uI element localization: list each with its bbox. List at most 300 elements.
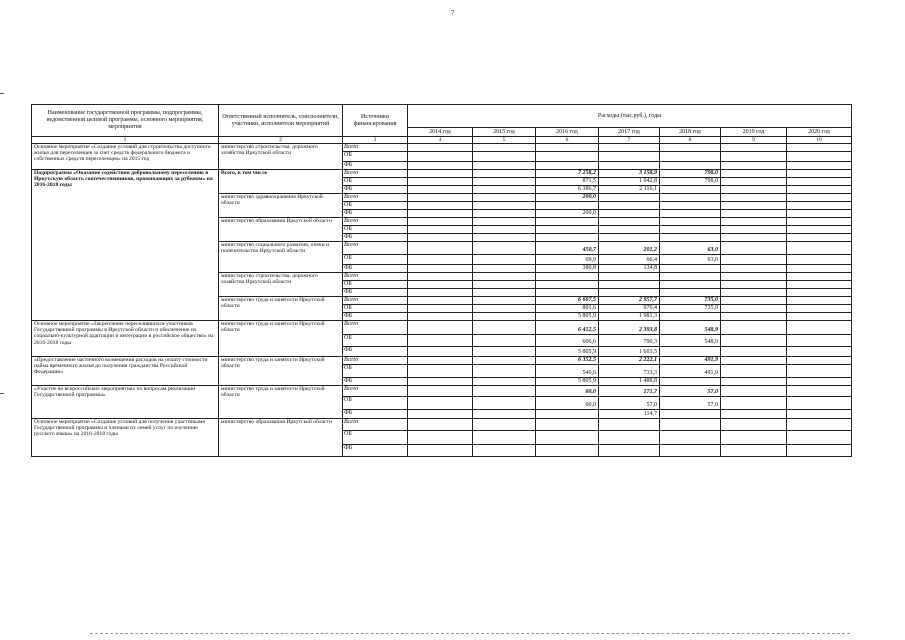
row-name: Основное мероприятие «Создание условий для получения участниками Государственной программы и членами их семей услуг по изучению русского языка» на 2016-2018 годы xyxy=(32,419,219,457)
value-2016 xyxy=(536,281,599,289)
value-2019 xyxy=(721,178,787,186)
row-source: ОБ xyxy=(343,178,408,186)
row-source: Всего xyxy=(343,194,408,202)
row-source: ФБ xyxy=(343,210,408,218)
value-2019 xyxy=(721,144,787,152)
row-source: ФБ xyxy=(343,234,408,242)
value-2014 xyxy=(408,397,473,410)
value-2017: 2 222,1 xyxy=(599,357,660,365)
value-2018 xyxy=(660,273,721,281)
value-2015 xyxy=(473,313,536,321)
header-year: 2016 год xyxy=(536,128,599,137)
value-2020 xyxy=(787,202,852,210)
row-source: ОБ xyxy=(343,202,408,210)
header-year: 2018 год xyxy=(660,128,721,137)
column-index: 5 xyxy=(473,137,536,144)
value-2015 xyxy=(473,321,536,335)
value-2016: 546,6 xyxy=(536,365,599,378)
value-2019 xyxy=(721,170,787,178)
value-2016 xyxy=(536,144,599,152)
value-2017 xyxy=(599,234,660,242)
header-year: 2015 год xyxy=(473,128,536,137)
table-row xyxy=(32,170,852,178)
table-row xyxy=(32,357,852,365)
value-2015 xyxy=(473,186,536,194)
row-source: ФБ xyxy=(343,162,408,170)
value-2014 xyxy=(408,335,473,347)
value-2015 xyxy=(473,144,536,152)
value-2017 xyxy=(599,218,660,226)
value-2018 xyxy=(660,210,721,218)
value-2016: 6 412,5 xyxy=(536,321,599,335)
value-2019 xyxy=(721,335,787,347)
value-2017 xyxy=(599,162,660,170)
value-2019 xyxy=(721,218,787,226)
header-year: 2014 год xyxy=(408,128,473,137)
value-2015 xyxy=(473,347,536,357)
value-2019 xyxy=(721,357,787,365)
row-name: «Участие во всероссийских мероприятиях по вопросам реализации Государственной программы» xyxy=(32,386,219,419)
value-2018: 548,9 xyxy=(660,335,721,347)
value-2018: 63,0 xyxy=(660,242,721,255)
value-2015 xyxy=(473,202,536,210)
value-2020 xyxy=(787,347,852,357)
value-2019 xyxy=(721,186,787,194)
value-2020 xyxy=(787,144,852,152)
value-2020 xyxy=(787,210,852,218)
value-2014 xyxy=(408,162,473,170)
value-2015 xyxy=(473,226,536,234)
value-2018 xyxy=(660,431,721,445)
value-2018 xyxy=(660,378,721,386)
value-2019 xyxy=(721,234,787,242)
column-index: 6 xyxy=(536,137,599,144)
row-source: ОБ xyxy=(343,365,408,378)
value-2019 xyxy=(721,431,787,445)
value-2020 xyxy=(787,273,852,281)
value-2014 xyxy=(408,378,473,386)
table-row xyxy=(32,419,852,431)
value-2016: 5 805,9 xyxy=(536,313,599,321)
value-2017: 2 116,1 xyxy=(599,186,660,194)
value-2015 xyxy=(473,218,536,226)
value-2014 xyxy=(408,152,473,162)
value-2015 xyxy=(473,397,536,410)
value-2014 xyxy=(408,202,473,210)
value-2015 xyxy=(473,445,536,457)
value-2014 xyxy=(408,226,473,234)
value-2016 xyxy=(536,431,599,445)
value-2020 xyxy=(787,194,852,202)
column-index: 4 xyxy=(408,137,473,144)
value-2014 xyxy=(408,255,473,265)
value-2014 xyxy=(408,365,473,378)
value-2018: 57,0 xyxy=(660,386,721,397)
value-2020 xyxy=(787,186,852,194)
value-2020 xyxy=(787,281,852,289)
value-2017: 1 981,3 xyxy=(599,313,660,321)
value-2020 xyxy=(787,152,852,162)
value-2015 xyxy=(473,335,536,347)
value-2017 xyxy=(599,226,660,234)
row-source: ОБ xyxy=(343,255,408,265)
header-executor: Ответственный исполнитель, соисполнители, участники, исполнители мероприятий xyxy=(219,105,343,137)
value-2019 xyxy=(721,265,787,273)
value-2014 xyxy=(408,347,473,357)
value-2019 xyxy=(721,255,787,265)
value-2019 xyxy=(721,445,787,457)
row-executor: министерство образования Иркутской области xyxy=(219,419,343,457)
value-2016: 200,0 xyxy=(536,210,599,218)
value-2018: 798,0 xyxy=(660,170,721,178)
row-source: ФБ xyxy=(343,410,408,419)
value-2019 xyxy=(721,152,787,162)
value-2014 xyxy=(408,386,473,397)
row-source: ФБ xyxy=(343,347,408,357)
value-2020 xyxy=(787,218,852,226)
row-executor: министерство труда и занятости Иркутской области xyxy=(219,357,343,386)
value-2014 xyxy=(408,210,473,218)
value-2020 xyxy=(787,365,852,378)
value-2018 xyxy=(660,281,721,289)
value-2019 xyxy=(721,386,787,397)
value-2017: 790,3 xyxy=(599,335,660,347)
margin-mark xyxy=(0,93,4,94)
value-2019 xyxy=(721,410,787,419)
value-2018 xyxy=(660,202,721,210)
value-2017 xyxy=(599,194,660,202)
header-source: Источники финансирования xyxy=(343,105,408,137)
value-2019 xyxy=(721,419,787,431)
value-2015 xyxy=(473,255,536,265)
value-2015 xyxy=(473,419,536,431)
header-name: Наименование государственной программы, подпрограммы, ведомственной целевой программы, основного мероприятия, мероприятия xyxy=(32,105,219,137)
value-2015 xyxy=(473,357,536,365)
row-source: ФБ xyxy=(343,289,408,297)
value-2017 xyxy=(599,281,660,289)
value-2018 xyxy=(660,226,721,234)
value-2015 xyxy=(473,386,536,397)
value-2020 xyxy=(787,170,852,178)
value-2020 xyxy=(787,265,852,273)
value-2015 xyxy=(473,297,536,305)
value-2017: 201,2 xyxy=(599,242,660,255)
value-2017 xyxy=(599,273,660,281)
value-2020 xyxy=(787,386,852,397)
value-2018 xyxy=(660,218,721,226)
value-2019 xyxy=(721,305,787,313)
value-2016 xyxy=(536,273,599,281)
value-2016 xyxy=(536,218,599,226)
row-source: ОБ xyxy=(343,397,408,410)
value-2020 xyxy=(787,289,852,297)
value-2014 xyxy=(408,281,473,289)
column-index: 7 xyxy=(599,137,660,144)
value-2017: 976,4 xyxy=(599,305,660,313)
value-2020 xyxy=(787,445,852,457)
value-2015 xyxy=(473,378,536,386)
value-2015 xyxy=(473,162,536,170)
value-2016: 871,5 xyxy=(536,178,599,186)
value-2018 xyxy=(660,289,721,297)
budget-table xyxy=(31,104,852,457)
value-2017: 733,3 xyxy=(599,365,660,378)
row-source: Всего xyxy=(343,218,408,226)
value-2014 xyxy=(408,144,473,152)
value-2016 xyxy=(536,445,599,457)
value-2015 xyxy=(473,170,536,178)
column-index: 1 xyxy=(32,137,219,144)
table-row xyxy=(32,321,852,335)
value-2016 xyxy=(536,162,599,170)
row-source: ОБ xyxy=(343,152,408,162)
row-name: Основное мероприятие «Закрепление переселившихся участников Государственной программы в Иркутской области и обеспечение их социально-культурной адаптации и интеграции в российское общество» на 2016-2018 годы xyxy=(32,321,219,357)
value-2017 xyxy=(599,419,660,431)
row-source: Всего xyxy=(343,273,408,281)
value-2016: 69,9 xyxy=(536,255,599,265)
value-2018 xyxy=(660,144,721,152)
value-2017: 171,7 xyxy=(599,386,660,397)
value-2016: 6 607,5 xyxy=(536,297,599,305)
value-2019 xyxy=(721,194,787,202)
value-2015 xyxy=(473,410,536,419)
value-2016: 5 805,9 xyxy=(536,378,599,386)
value-2017: 1 488,8 xyxy=(599,378,660,386)
value-2018 xyxy=(660,194,721,202)
value-2015 xyxy=(473,281,536,289)
header-year: 2019 год xyxy=(721,128,787,137)
value-2017 xyxy=(599,289,660,297)
row-source: ОБ xyxy=(343,431,408,445)
value-2019 xyxy=(721,321,787,335)
value-2014 xyxy=(408,178,473,186)
value-2014 xyxy=(408,273,473,281)
value-2020 xyxy=(787,305,852,313)
value-2017: 2 957,7 xyxy=(599,297,660,305)
value-2020 xyxy=(787,410,852,419)
header-expenses: Расходы (тыс.руб.), годы xyxy=(408,105,852,128)
row-source: ОБ xyxy=(343,281,408,289)
value-2019 xyxy=(721,365,787,378)
row-executor: министерство строительства, дорожного хозяйства Иркутской области xyxy=(219,273,343,297)
value-2019 xyxy=(721,378,787,386)
value-2018 xyxy=(660,445,721,457)
value-2018 xyxy=(660,234,721,242)
value-2017: 1 603,5 xyxy=(599,347,660,357)
value-2016 xyxy=(536,410,599,419)
value-2020 xyxy=(787,397,852,410)
value-2020 xyxy=(787,242,852,255)
value-2018 xyxy=(660,419,721,431)
row-source: ОБ xyxy=(343,226,408,234)
column-index: 9 xyxy=(721,137,787,144)
row-name: Основное мероприятие «Создание условий для строительства доступного жилья для переселенцев за счет средств федерального бюджета и собственных средств переселенцев» на 2015 год xyxy=(32,144,219,170)
value-2020 xyxy=(787,419,852,431)
row-source: ФБ xyxy=(343,445,408,457)
value-2020 xyxy=(787,378,852,386)
value-2019 xyxy=(721,210,787,218)
row-source: Всего xyxy=(343,242,408,255)
row-source: Всего xyxy=(343,170,408,178)
value-2016 xyxy=(536,419,599,431)
column-index: 2 xyxy=(219,137,343,144)
value-2015 xyxy=(473,152,536,162)
value-2015 xyxy=(473,178,536,186)
value-2016: 7 258,2 xyxy=(536,170,599,178)
value-2017 xyxy=(599,152,660,162)
value-2014 xyxy=(408,313,473,321)
value-2019 xyxy=(721,281,787,289)
value-2014 xyxy=(408,242,473,255)
row-executor: министерство строительства, дорожного хозяйства Иркутской области xyxy=(219,144,343,170)
value-2016: 450,7 xyxy=(536,242,599,255)
value-2015 xyxy=(473,194,536,202)
value-2015 xyxy=(473,273,536,281)
value-2014 xyxy=(408,297,473,305)
value-2017: 2 393,8 xyxy=(599,321,660,335)
column-index: 3 xyxy=(343,137,408,144)
table-row xyxy=(32,386,852,397)
value-2014 xyxy=(408,445,473,457)
value-2015 xyxy=(473,210,536,218)
value-2016: 60,0 xyxy=(536,397,599,410)
column-index: 10 xyxy=(787,137,852,144)
value-2016: 60,0 xyxy=(536,386,599,397)
value-2018 xyxy=(660,186,721,194)
value-2018: 491,9 xyxy=(660,365,721,378)
value-2019 xyxy=(721,273,787,281)
value-2014 xyxy=(408,289,473,297)
value-2020 xyxy=(787,297,852,305)
value-2018: 548,9 xyxy=(660,321,721,335)
value-2019 xyxy=(721,313,787,321)
value-2018: 735,0 xyxy=(660,305,721,313)
value-2015 xyxy=(473,289,536,297)
row-source: Всего xyxy=(343,144,408,152)
value-2017: 66,4 xyxy=(599,255,660,265)
row-source: ФБ xyxy=(343,265,408,273)
row-executor: министерство труда и занятости Иркутской области xyxy=(219,386,343,419)
value-2014 xyxy=(408,170,473,178)
row-name: «Предоставление частичного возмещения расходов на оплату стоимости найма временного жилья до получения гражданства Российской Федерации» xyxy=(32,357,219,386)
value-2016 xyxy=(536,202,599,210)
value-2015 xyxy=(473,234,536,242)
value-2017 xyxy=(599,144,660,152)
row-source: Всего xyxy=(343,419,408,431)
value-2018: 798,0 xyxy=(660,178,721,186)
table-row xyxy=(32,144,852,152)
value-2017 xyxy=(599,445,660,457)
header-year: 2017 год xyxy=(599,128,660,137)
value-2020 xyxy=(787,178,852,186)
value-2018: 491,9 xyxy=(660,357,721,365)
value-2017: 1 042,8 xyxy=(599,178,660,186)
value-2014 xyxy=(408,321,473,335)
value-2014 xyxy=(408,419,473,431)
value-2016: 200,0 xyxy=(536,194,599,202)
value-2020 xyxy=(787,313,852,321)
value-2020 xyxy=(787,226,852,234)
margin-mark xyxy=(0,393,4,394)
value-2020 xyxy=(787,162,852,170)
row-source: Всего xyxy=(343,386,408,397)
value-2015 xyxy=(473,365,536,378)
page-number: 7 xyxy=(451,9,455,17)
value-2018 xyxy=(660,313,721,321)
value-2016: 606,6 xyxy=(536,335,599,347)
value-2018: 57,0 xyxy=(660,397,721,410)
row-source: ОБ xyxy=(343,335,408,347)
value-2016: 801,6 xyxy=(536,305,599,313)
value-2019 xyxy=(721,162,787,170)
value-2019 xyxy=(721,226,787,234)
value-2020 xyxy=(787,335,852,347)
value-2016 xyxy=(536,234,599,242)
value-2016: 6 386,7 xyxy=(536,186,599,194)
value-2014 xyxy=(408,305,473,313)
value-2020 xyxy=(787,321,852,335)
value-2018 xyxy=(660,347,721,357)
value-2017: 114,7 xyxy=(599,410,660,419)
row-source: Всего xyxy=(343,357,408,365)
value-2016: 5 805,9 xyxy=(536,347,599,357)
value-2019 xyxy=(721,242,787,255)
value-2019 xyxy=(721,347,787,357)
value-2018 xyxy=(660,152,721,162)
value-2019 xyxy=(721,289,787,297)
value-2020 xyxy=(787,255,852,265)
value-2014 xyxy=(408,410,473,419)
value-2017 xyxy=(599,210,660,218)
value-2019 xyxy=(721,397,787,410)
row-source: ФБ xyxy=(343,378,408,386)
footer-rule xyxy=(90,633,850,635)
value-2016: 380,8 xyxy=(536,265,599,273)
value-2017 xyxy=(599,431,660,445)
value-2018 xyxy=(660,410,721,419)
row-executor: министерство труда и занятости Иркутской области xyxy=(219,321,343,357)
value-2015 xyxy=(473,265,536,273)
value-2017: 134,8 xyxy=(599,265,660,273)
row-executor: министерство образования Иркутской области xyxy=(219,218,343,242)
value-2020 xyxy=(787,357,852,365)
row-name: Подпрограмма «Оказание содействия добровольному переселению в Иркутскую область соотечественников, проживающих за рубежом» на 2016-2018 годы xyxy=(32,170,219,321)
value-2018 xyxy=(660,265,721,273)
value-2015 xyxy=(473,305,536,313)
value-2017: 57,0 xyxy=(599,397,660,410)
value-2014 xyxy=(408,186,473,194)
value-2017 xyxy=(599,202,660,210)
value-2019 xyxy=(721,297,787,305)
value-2018 xyxy=(660,162,721,170)
value-2018: 63,0 xyxy=(660,255,721,265)
value-2014 xyxy=(408,218,473,226)
value-2014 xyxy=(408,194,473,202)
row-executor: министерство социального развития, опеки и попечительства Иркутской области xyxy=(219,242,343,273)
value-2014 xyxy=(408,234,473,242)
value-2019 xyxy=(721,202,787,210)
row-executor: министерство здравоохранения Иркутской области xyxy=(219,194,343,218)
value-2014 xyxy=(408,357,473,365)
value-2020 xyxy=(787,431,852,445)
value-2020 xyxy=(787,234,852,242)
row-executor: министерство труда и занятости Иркутской области xyxy=(219,297,343,321)
value-2014 xyxy=(408,265,473,273)
value-2016 xyxy=(536,226,599,234)
value-2015 xyxy=(473,431,536,445)
value-2016: 6 352,5 xyxy=(536,357,599,365)
value-2015 xyxy=(473,242,536,255)
